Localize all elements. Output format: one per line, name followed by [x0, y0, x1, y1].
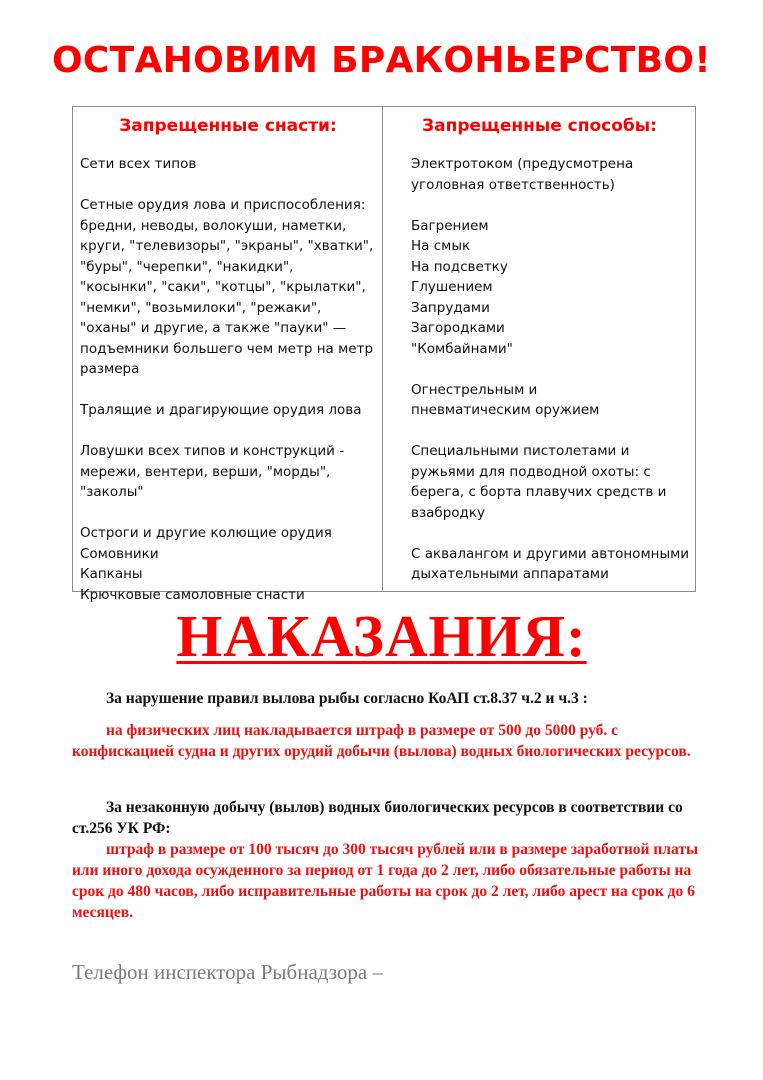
list-item: "Комбайнами": [411, 340, 513, 357]
list-item: Загородками: [411, 320, 505, 336]
forbidden-methods-column: [383, 107, 696, 591]
penalties-heading-wrap: [0, 604, 763, 668]
list-item: Запрудами: [411, 299, 490, 316]
inspector-phone-label: Телефон инспектора Рыбнадзора –: [72, 960, 383, 984]
list-item: берега, с борта плавучих средств и: [411, 484, 667, 500]
uk-intro: [72, 797, 712, 839]
list-item: подъемники большего чем метр на метр: [80, 340, 374, 357]
uk-penalty: [72, 839, 712, 923]
list-item: ружьями для подводной охоты: с: [411, 463, 651, 480]
forbidden-methods-list: [411, 154, 690, 585]
list-item: Специальными пистолетами и: [411, 443, 630, 459]
list-item: мережи, вентери, верши, "морды",: [80, 463, 331, 480]
list-item: "заколы": [80, 484, 144, 500]
list-item: Капканы: [80, 566, 143, 582]
list-item: "оханы" и другие, а также "пауки" —: [80, 320, 347, 336]
list-item: Ловушки всех типов и конструкций -: [80, 443, 345, 459]
list-item: уголовная ответственность): [411, 176, 615, 193]
page-title: ОСТАНОВИМ БРАКОНЬЕРСТВО!: [52, 40, 711, 81]
rules-table: [72, 106, 696, 603]
list-item: размера: [80, 361, 140, 377]
forbidden-gear-heading: Запрещенные снасти:: [119, 116, 337, 136]
list-item: На подсветку: [411, 258, 508, 275]
penalties-heading: НАКАЗАНИЯ:: [176, 603, 587, 669]
koap-penalty: [72, 720, 712, 762]
list-item: "немки", "возьмилоки", "режаки",: [80, 299, 322, 316]
list-item: На смык: [411, 238, 471, 254]
uk-penalty-text: штраф в размере от 100 тысяч до 300 тысяч рублей или в размере заработной платы или иного дохода осужденного за период от 1 года до 2 лет, либо обязательные работы на срок до 480 часов, либо исправительные работы на срок до 2 лет, либо арест на срок до 6 месяцев.: [72, 841, 699, 921]
list-item: Багрением: [411, 217, 489, 234]
list-item: пневматическим оружием: [411, 402, 600, 418]
list-item: дыхательными аппаратами: [411, 566, 609, 582]
list-item: Тралящие и драгирующие орудия лова: [80, 402, 362, 418]
list-item: бредни, неводы, волокуши, наметки,: [80, 217, 347, 234]
list-item: "буры", "черепки", "накидки",: [80, 258, 294, 275]
list-item: Остроги и другие колющие орудия: [80, 525, 332, 541]
uk-intro-text: За незаконную добычу (вылов) водных биологических ресурсов в соответствии со ст.256 УК РФ:: [72, 799, 683, 837]
list-item: Электротоком (предусмотрена: [411, 156, 634, 172]
koap-intro: [72, 688, 712, 709]
forbidden-gear-column: [73, 107, 382, 603]
list-item: С аквалангом и другими автономными: [411, 545, 690, 562]
koap-penalty-text: на физических лиц накладывается штраф в размере от 500 до 5000 руб. с конфискацией судна и других орудий добычи (вылова) водных биологических ресурсов.: [72, 722, 691, 760]
koap-intro-text: За нарушение правил вылова рыбы согласно КоАП ст.8.37 ч.2 и ч.3 :: [106, 690, 588, 707]
list-item: Глушением: [411, 279, 493, 295]
list-item: взабродку: [411, 504, 486, 521]
forbidden-gear-list: [80, 154, 376, 605]
list-item: Сети всех типов: [80, 156, 197, 172]
list-item: Огнестрельным и: [411, 381, 538, 398]
list-item: Крючковые самоловные снасти: [80, 586, 305, 603]
list-item: Сетные орудия лова и приспособления:: [80, 197, 366, 213]
list-item: круги, "телевизоры", "экраны", "хватки",: [80, 238, 374, 254]
list-item: Сомовники: [80, 545, 159, 562]
list-item: "косынки", "саки", "котцы", "крылатки",: [80, 279, 366, 295]
forbidden-methods-heading: Запрещенные способы:: [422, 116, 657, 136]
